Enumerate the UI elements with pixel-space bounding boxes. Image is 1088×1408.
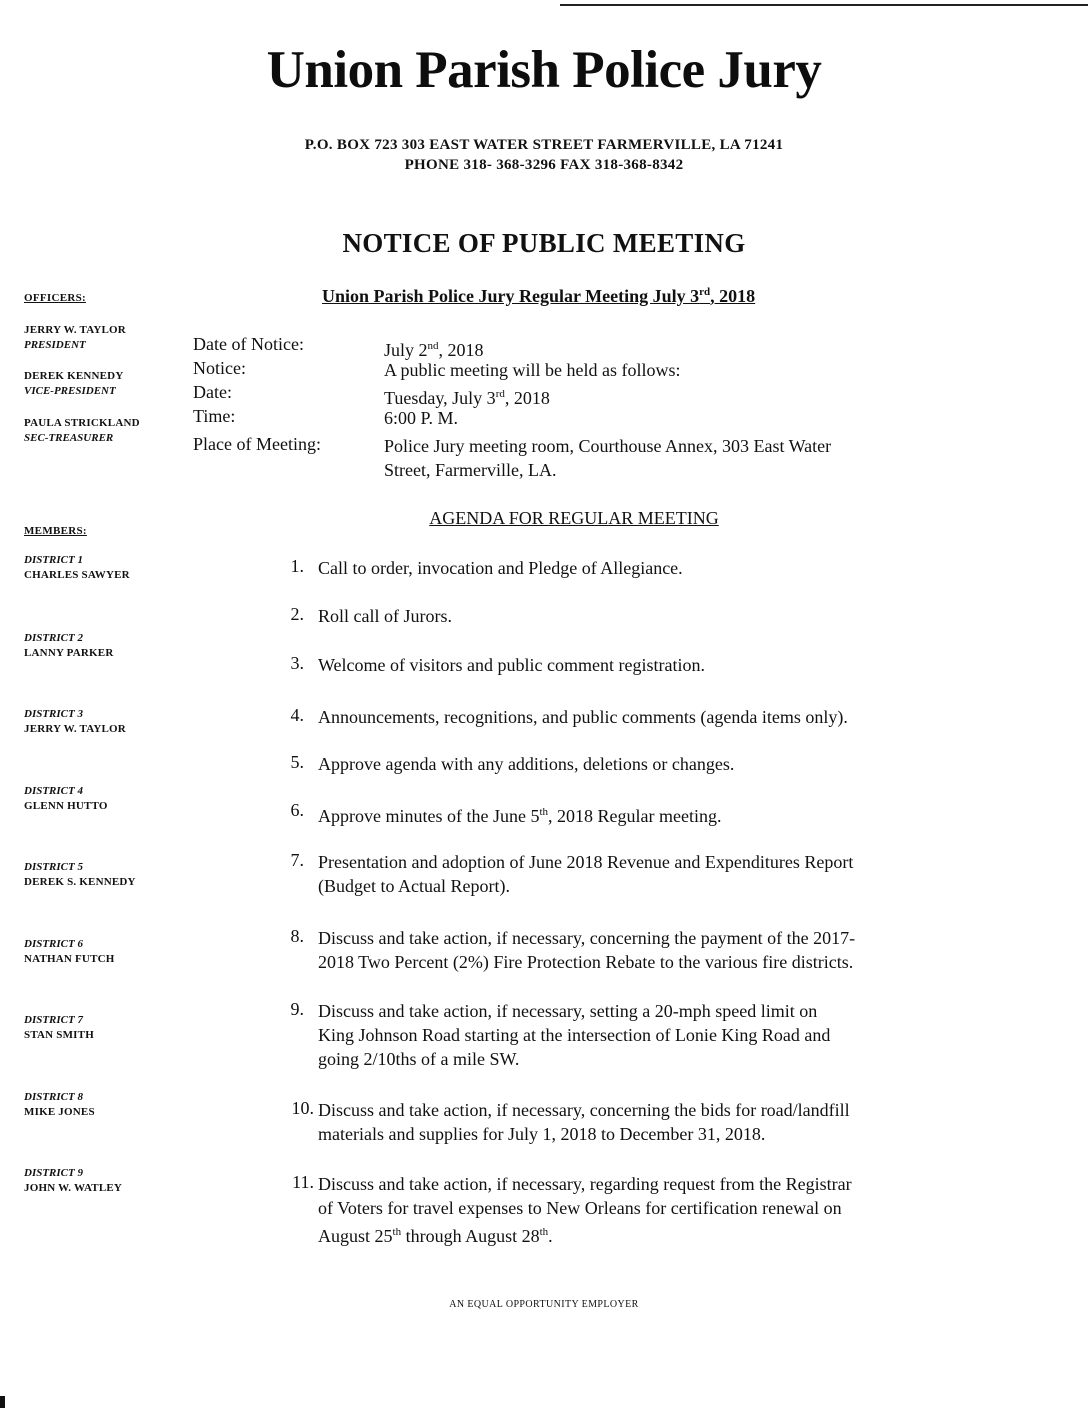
agenda-item-sup: th [392, 1226, 402, 1238]
agenda-item-text: August 25 [318, 1226, 393, 1246]
member-name: NATHAN FUTCH [24, 953, 115, 965]
agenda-item-text: through August 28 [401, 1226, 540, 1246]
officer-entry [24, 323, 126, 353]
officer-entry [24, 369, 123, 399]
member-district: DISTRICT 4 [24, 785, 83, 797]
agenda-item-number: 9. [290, 999, 304, 1019]
member-district: DISTRICT 2 [24, 632, 83, 644]
officer-role: VICE-PRESIDENT [24, 385, 116, 397]
agenda-item-line: Approve agenda with any additions, deletions or changes. [318, 754, 735, 774]
agenda-item-line: 2018 Two Percent (2%) Fire Protection Rebate to the various fire districts. [318, 952, 854, 972]
officers-heading: OFFICERS: [24, 292, 86, 304]
officer-name: PAULA STRICKLAND [24, 417, 140, 429]
meeting-title-text: Union Parish Police Jury Regular Meeting July 3 [322, 286, 700, 306]
member-name: GLENN HUTTO [24, 800, 108, 812]
agenda-item-number: 11. [292, 1172, 314, 1192]
date-of-notice-label: Date of Notice: [193, 334, 304, 354]
notice-value: A public meeting will be held as follows: [384, 360, 681, 380]
agenda-item-line: King Johnson Road starting at the intersection of Lonie King Road and [318, 1025, 831, 1045]
member-district: DISTRICT 1 [24, 554, 83, 566]
date-of-notice-text: July 2 [384, 340, 428, 360]
member-entry [24, 1090, 95, 1120]
member-name: JOHN W. WATLEY [24, 1182, 123, 1194]
member-entry [24, 1013, 94, 1043]
member-entry [24, 553, 130, 583]
agenda-item-number: 2. [290, 604, 304, 624]
agenda-item-line: Discuss and take action, if necessary, setting a 20-mph speed limit on [318, 1001, 818, 1021]
notice-heading: NOTICE OF PUBLIC MEETING [342, 228, 746, 258]
agenda-item-line: Discuss and take action, if necessary, regarding request from the Registrar [318, 1174, 852, 1194]
agenda-item-line: materials and supplies for July 1, 2018 to December 31, 2018. [318, 1124, 766, 1144]
date-label: Date: [193, 382, 232, 402]
member-name: JERRY W. TAYLOR [24, 723, 126, 735]
agenda-item-text-end: , 2018 Regular meeting. [548, 806, 722, 826]
scan-edge-mark [0, 1396, 5, 1408]
member-district: DISTRICT 7 [24, 1014, 83, 1026]
agenda-item-number: 8. [290, 926, 304, 946]
agenda-item-line: Announcements, recognitions, and public comments (agenda items only). [318, 707, 848, 727]
agenda-item-sup: th [539, 806, 549, 818]
member-entry [24, 1166, 122, 1196]
date-of-notice-year: , 2018 [438, 340, 484, 360]
org-title: Union Parish Police Jury [266, 41, 822, 99]
time-label: Time: [193, 406, 236, 426]
notice-label: Notice: [193, 358, 246, 378]
member-district: DISTRICT 8 [24, 1091, 83, 1103]
officer-role: PRESIDENT [24, 339, 86, 351]
agenda-item [318, 752, 968, 776]
member-name: CHARLES SAWYER [24, 569, 130, 581]
agenda-item-sup: th [539, 1226, 549, 1238]
agenda-item [318, 800, 968, 828]
officer-role: SEC-TREASURER [24, 432, 114, 444]
phone-line: PHONE 318- 368-3296 FAX 318-368-8342 [404, 157, 684, 173]
date-text: Tuesday, July 3 [384, 388, 496, 408]
agenda-item-line: going 2/10ths of a mile SW. [318, 1049, 520, 1069]
member-district: DISTRICT 3 [24, 708, 83, 720]
place-label: Place of Meeting: [193, 434, 321, 454]
member-name: MIKE JONES [24, 1106, 95, 1118]
agenda-item [318, 1098, 968, 1146]
agenda-item [318, 926, 968, 974]
date-sup: rd [495, 388, 505, 400]
place-value-line1: Police Jury meeting room, Courthouse Annex, 303 East Water [384, 436, 832, 456]
agenda-item [318, 705, 968, 729]
member-name: LANNY PARKER [24, 647, 114, 659]
meeting-title-sup: rd [699, 286, 711, 298]
agenda-item [318, 999, 968, 1071]
agenda-item [318, 604, 968, 628]
agenda-item-number: 1. [290, 556, 304, 576]
officer-name: DEREK KENNEDY [24, 370, 124, 382]
agenda-item [318, 556, 968, 580]
agenda-item-line: Roll call of Jurors. [318, 606, 452, 626]
agenda-item-line: Discuss and take action, if necessary, concerning the bids for road/landfill [318, 1100, 850, 1120]
officer-name: JERRY W. TAYLOR [24, 324, 126, 336]
meeting-title-year: , 2018 [710, 286, 756, 306]
time-value: 6:00 P. M. [384, 408, 459, 428]
agenda-item-line: Discuss and take action, if necessary, concerning the payment of the 2017- [318, 928, 856, 948]
agenda-item-line [318, 1220, 968, 1248]
members-heading: MEMBERS: [24, 525, 87, 537]
member-entry [24, 937, 115, 967]
member-district: DISTRICT 6 [24, 938, 83, 950]
agenda-item [318, 653, 968, 677]
agenda-item-number: 5. [290, 752, 304, 772]
member-entry [24, 784, 108, 814]
agenda-item-line: of Voters for travel expenses to New Orleans for certification renewal on [318, 1198, 842, 1218]
agenda-item-line: (Budget to Actual Report). [318, 876, 510, 896]
agenda-item-number: 10. [291, 1098, 314, 1118]
agenda-item-number: 3. [290, 653, 304, 673]
member-name: DEREK S. KENNEDY [24, 876, 136, 888]
date-of-notice-sup: nd [427, 340, 439, 352]
top-scan-rule [560, 4, 1088, 6]
officer-entry [24, 416, 140, 446]
member-name: STAN SMITH [24, 1029, 94, 1041]
agenda-item-number: 7. [290, 850, 304, 870]
agenda-item-line: Welcome of visitors and public comment registration. [318, 655, 705, 675]
member-district: DISTRICT 9 [24, 1167, 83, 1179]
date-year: , 2018 [504, 388, 550, 408]
footer-eoe: AN EQUAL OPPORTUNITY EMPLOYER [449, 1299, 639, 1310]
agenda-item-number: 4. [290, 705, 304, 725]
member-district: DISTRICT 5 [24, 861, 83, 873]
agenda-item [318, 850, 968, 898]
agenda-item [318, 1172, 968, 1248]
member-entry [24, 707, 126, 737]
agenda-item-text: Approve minutes of the June 5 [318, 806, 540, 826]
address-line: P.O. BOX 723 303 EAST WATER STREET FARMERVILLE, LA 71241 [304, 137, 784, 153]
place-value-line2: Street, Farmerville, LA. [384, 460, 557, 480]
agenda-item-line: Call to order, invocation and Pledge of Allegiance. [318, 558, 683, 578]
member-entry [24, 631, 113, 661]
meeting-title [322, 286, 755, 307]
member-entry [24, 860, 136, 890]
agenda-item-number: 6. [290, 800, 304, 820]
agenda-item-text-end: . [548, 1226, 553, 1246]
agenda-item-line: Presentation and adoption of June 2018 Revenue and Expenditures Report [318, 852, 854, 872]
agenda-heading: AGENDA FOR REGULAR MEETING [429, 508, 719, 528]
